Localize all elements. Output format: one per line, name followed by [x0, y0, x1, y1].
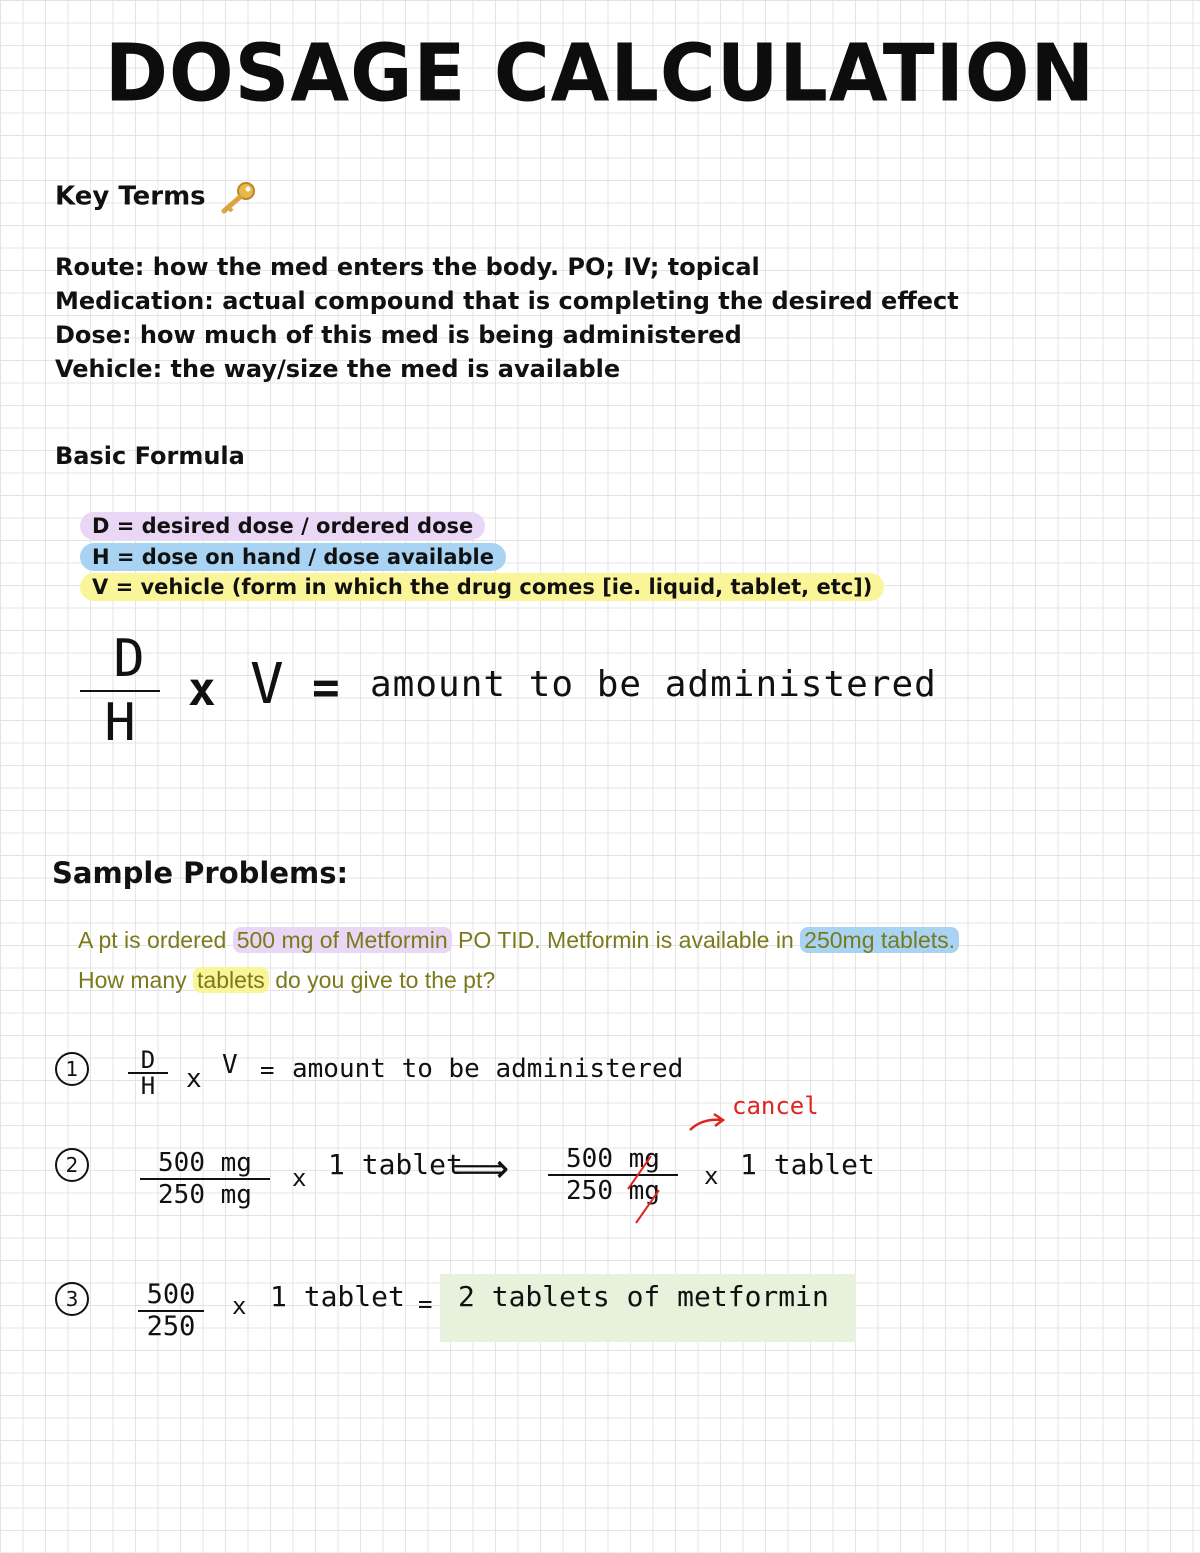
basic-formula-heading: Basic Formula — [55, 442, 245, 470]
step-3-fraction — [138, 1280, 204, 1342]
legend-d: D = desired dose / ordered dose — [80, 512, 485, 540]
problem-text: A pt is ordered — [78, 927, 233, 953]
formula-numerator: D — [113, 629, 145, 689]
key-terms-heading — [55, 180, 257, 214]
step-1-times: x — [186, 1064, 202, 1094]
step-1-numerator: D — [140, 1046, 156, 1074]
step-2-times-2: x — [704, 1162, 719, 1190]
key-terms-label: Key Terms — [55, 181, 206, 212]
problem-text: How many — [78, 967, 194, 993]
problem-highlight-order: 500 mg of Metformin — [233, 927, 452, 953]
formula-fraction-bar — [80, 690, 160, 692]
formula-fraction — [80, 630, 160, 752]
cancel-note: cancel — [732, 1092, 819, 1120]
problem-statement-line-1 — [78, 920, 959, 960]
step-2-arrow-icon: ⟹ — [452, 1146, 510, 1192]
formula-denominator: H — [104, 693, 136, 753]
formula-times: x — [188, 662, 216, 716]
step-2-fraction-cancel — [548, 1144, 678, 1206]
step-3-vehicle: 1 tablet — [270, 1280, 405, 1313]
step-3-result: 2 tablets of metformin — [458, 1280, 829, 1313]
step-3-times: x — [232, 1292, 247, 1320]
step-2-vehicle-2: 1 tablet — [740, 1148, 875, 1181]
legend-h: H = dose on hand / dose available — [80, 543, 506, 571]
step-2-denominator-cancel: 250 mg — [566, 1176, 660, 1206]
key-term-medication: Medication: actual compound that is completing the desired effect — [55, 287, 959, 315]
legend-v: V = vehicle (form in which the drug comes [ie. liquid, tablet, etc]) — [80, 573, 884, 601]
key-term-route: Route: how the med enters the body. PO; IV; topical — [55, 253, 760, 281]
sample-problems-heading: Sample Problems: — [52, 856, 349, 890]
step-3-denominator: 250 — [146, 1311, 196, 1342]
cancel-arrow-icon — [688, 1110, 728, 1134]
step-2-fraction — [140, 1148, 270, 1210]
step-3-numerator: 500 — [146, 1279, 196, 1310]
key-term-dose: Dose: how much of this med is being administered — [55, 321, 742, 349]
step-2-denominator: 250 mg — [158, 1180, 252, 1210]
step-1-equals: = — [260, 1056, 275, 1084]
formula-result: amount to be administered — [370, 664, 937, 705]
step-2-vehicle: 1 tablet — [328, 1148, 463, 1181]
step-3-equals: = — [418, 1290, 433, 1318]
step-1-denominator: H — [140, 1072, 156, 1100]
problem-text: do you give to the pt? — [268, 967, 496, 993]
step-2-numerator: 500 mg — [158, 1148, 252, 1178]
step-2-number: 2 — [55, 1148, 89, 1182]
key-term-vehicle: Vehicle: the way/size the med is available — [55, 355, 621, 383]
step-3-number: 3 — [55, 1282, 89, 1316]
formula-vehicle: V — [250, 652, 284, 717]
problem-highlight-available: 250mg tablets. — [800, 927, 959, 953]
formula-equals: = — [312, 660, 340, 714]
problem-text: PO TID. Metformin is available in — [451, 927, 801, 953]
step-1-number: 1 — [55, 1052, 89, 1086]
step-1-result: amount to be administered — [292, 1054, 684, 1084]
step-2-times: x — [292, 1164, 307, 1192]
step-1-vehicle: V — [222, 1050, 238, 1080]
problem-statement-line-2 — [78, 960, 495, 1000]
problem-highlight-tablets: tablets — [193, 967, 269, 993]
step-2-numerator-cancel: 500 mg — [566, 1144, 660, 1174]
page-title: DOSAGE CALCULATION — [104, 25, 1096, 120]
step-1-fraction — [128, 1048, 168, 1098]
key-icon — [219, 180, 257, 214]
